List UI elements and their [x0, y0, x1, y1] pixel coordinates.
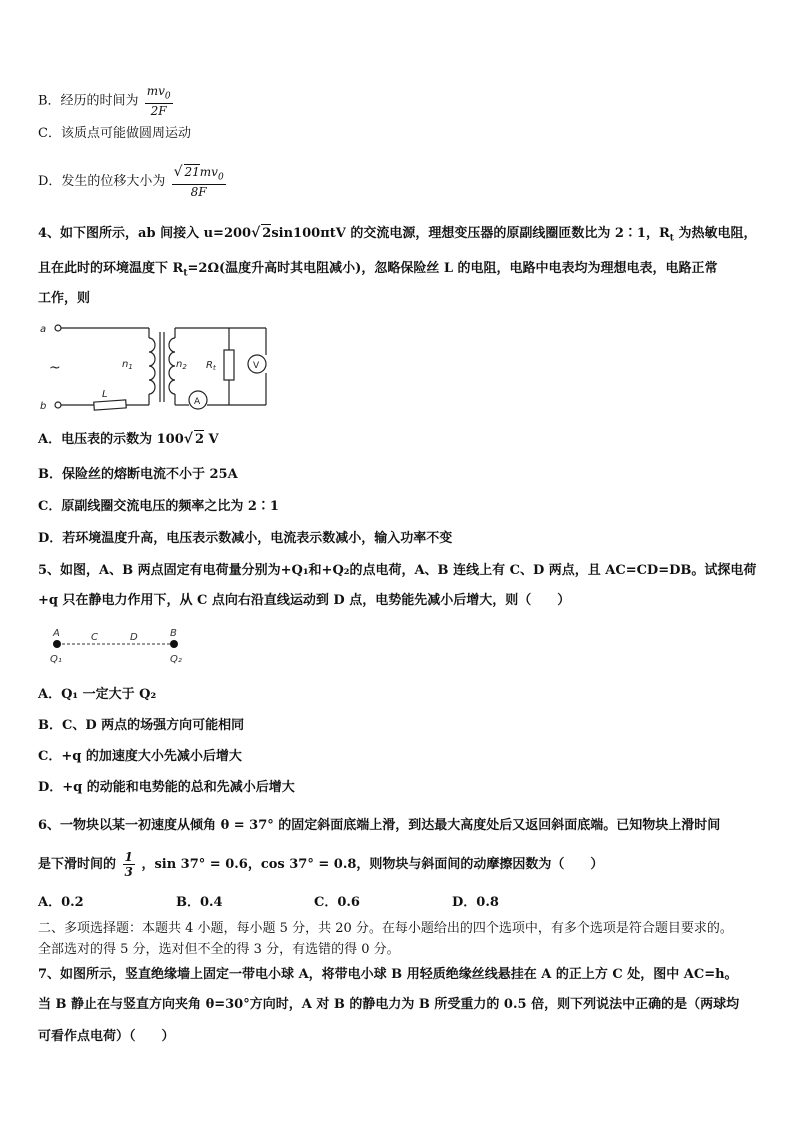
q3-option-d-fraction: $\frac{√ 21mv_0}{8F}$	[173, 164, 224, 200]
q5-option-d: D．+q 的动能和电势能的总和先减小后增大	[38, 780, 295, 795]
q4-stem2-b: =2Ω(温度升高时其电阻减小)，忽略保险丝 L 的电阻，电路中电表均为理想电表，电路正常	[187, 261, 718, 276]
label-n2: $n_2$	[176, 359, 187, 371]
q4-stem-line2	[38, 260, 718, 283]
q3-d-numerator: mv	[199, 165, 218, 179]
q6-stem2-a: 是下滑时间的	[38, 857, 117, 872]
q6-fraction-den: 3	[124, 865, 133, 879]
primary-coil	[149, 338, 155, 394]
secondary-coil	[169, 338, 175, 394]
q4-option-c: C．原副线圈交流电压的频率之比为 2∶1	[38, 499, 279, 514]
q6-fraction-num: 1	[124, 850, 133, 864]
q6-stem2-b: ，sin 37° = 0.6，cos 37° = 0.8，则物块与斜面间的动摩擦因数为（ ）	[141, 857, 604, 872]
q6-stem-line2	[38, 850, 603, 879]
q3-option-b-fraction	[145, 84, 173, 118]
charge-A-dot	[53, 640, 61, 648]
q7-stem-line2: 当 B 静止在与竖直方向夹角 θ=30°方向时，A 对 B 的静电力为 B 所受重力的 0.5 倍，则下列说法中正确的是（两球均	[38, 997, 740, 1012]
q5-charge-figure	[44, 624, 194, 666]
label-Rt: $R_t$	[206, 360, 216, 372]
q4-option-b: B．保险丝的熔断电流不小于 25A	[38, 467, 238, 482]
label-point-C: C	[91, 632, 98, 643]
q4-option-d: D．若环境温度升高，电压表示数减小，电流表示数减小，输入功率不变	[38, 531, 453, 546]
label-point-B: B	[170, 628, 177, 639]
label-V: V	[253, 361, 260, 371]
q4-option-a-text: A．电压表的示数为 100	[38, 432, 184, 447]
q3-b-denominator: 2F	[150, 104, 167, 119]
q5-option-b: B．C、D 两点的场强方向可能相同	[38, 718, 245, 733]
charge-B-dot	[170, 640, 178, 648]
label-Q2: Q₂	[170, 654, 182, 665]
thermistor-Rt	[224, 350, 234, 380]
q5-stem-line1: 5、如图，A、B 两点固定有电荷量分别为+Q₁和+Q₂的点电荷，A、B 连线上有 C、D 两点，且 AC=CD=DB。试探电荷	[38, 563, 757, 578]
terminal-b	[55, 402, 61, 408]
q6-option-d: D．0.8	[452, 895, 499, 910]
q6-option-b: B．0.4	[176, 895, 223, 910]
fuse-L	[94, 400, 126, 410]
q6-stem-line1: 6、一物块以某一初速度从倾角 θ = 37° 的固定斜面底端上滑，到达最大高度处后又返回斜面底端。已知物块上滑时间	[38, 818, 721, 833]
q4-stem1-a: 4、如下图所示，ab 间接入 u=200	[38, 226, 252, 241]
label-n1: $n_1$	[122, 359, 133, 371]
label-Q1: Q₁	[50, 654, 62, 665]
q3-b-sub: 0	[164, 91, 171, 102]
q4-option-a: A．电压表的示数为 100√ 2 V	[38, 431, 219, 447]
q3-option-b-text: B．经历的时间为	[38, 93, 139, 109]
q4-option-a-unit: V	[204, 432, 219, 447]
q7-stem-line1: 7、如图所示，竖直绝缘墙上固定一带电小球 A，将带电小球 B 用轻质绝缘丝线悬挂在 A 的正上方 C 处，图中 AC=h。	[38, 967, 738, 982]
q4-stem1-b: sin100πtV 的交流电源，理想变压器的原副线圈匝数比为 2∶1，R	[271, 226, 670, 241]
section2-line2: 全部选对的得 5 分，选对但不全的得 3 分，有选错的得 0 分。	[38, 942, 400, 957]
q4-option-a-root: 2	[194, 432, 204, 447]
q7-stem-line3: 可看作点电荷）（ ）	[38, 1029, 175, 1044]
q6-fraction	[123, 850, 135, 879]
q4-stem2-sub: t	[183, 268, 188, 279]
ac-symbol: ~	[49, 360, 61, 376]
section2-line1: 二、多项选择题：本题共 4 小题，每小题 5 分，共 20 分。在每小题给出的四个选项中，有多个选项是符合题目要求的。	[38, 921, 733, 936]
label-point-D: D	[130, 632, 138, 643]
terminal-a	[55, 325, 61, 331]
label-L: L	[102, 389, 108, 400]
q4-stem1-sub: t	[669, 233, 674, 244]
q3-b-numerator: mv	[146, 84, 165, 98]
q3-d-root: 21	[184, 165, 200, 179]
q3-option-d	[38, 164, 228, 199]
q5-stem-line2: +q 只在静电力作用下，从 C 点向右沿直线运动到 D 点，电势能先减小后增大，则（ ）	[38, 593, 571, 608]
label-point-A: A	[53, 628, 60, 639]
q3-d-sub: 0	[217, 172, 224, 183]
q3-option-d-text: D．发生的位移大小为	[38, 174, 166, 190]
q3-option-c: C．该质点可能做圆周运动	[38, 126, 191, 141]
q6-option-a: A．0.2	[38, 895, 84, 910]
label-a: a	[40, 324, 47, 335]
q4-stem2-a: 且在此时的环境温度下 R	[38, 261, 184, 276]
q6-option-c: C．0.6	[314, 895, 360, 910]
label-b: b	[40, 401, 47, 412]
q3-d-denominator: 8F	[190, 185, 207, 200]
q4-stem-line3: 工作，则	[38, 291, 91, 306]
q4-stem-line1: 4、如下图所示，ab 间接入 u=200√ 2sin100πtV 的交流电源，理想变压器的原副线圈匝数比为 2∶1，$R_t$ 为热敏电阻，	[38, 225, 757, 244]
q4-circuit-diagram	[38, 318, 274, 416]
q4-stem1-c: 为热敏电阻，	[673, 226, 757, 241]
label-A: A	[194, 397, 201, 407]
q5-option-a: A．Q₁ 一定大于 Q₂	[38, 687, 157, 702]
q3-option-b	[38, 84, 175, 118]
q5-option-c: C．+q 的加速度大小先减小后增大	[38, 749, 242, 764]
q4-stem1-root: 2	[262, 226, 272, 241]
